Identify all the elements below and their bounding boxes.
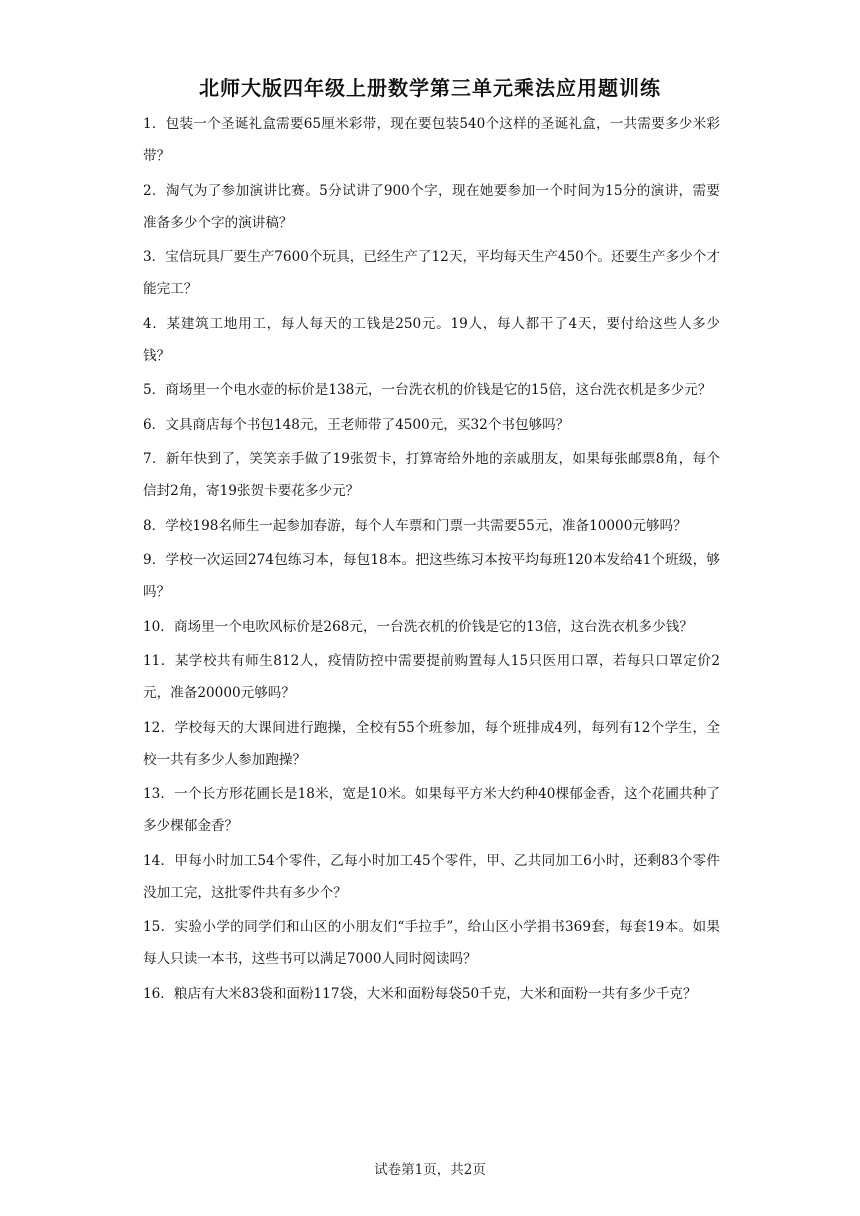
question-item: 2．淘气为了参加演讲比赛。5分试讲了900个字，现在她要参加一个时间为15分的演讲，需要准备多少个字的演讲稿？ (143, 182, 720, 231)
question-item: 9．学校一次运回274包练习本，每包18本。把这些练习本按平均每班120本发给41个班级，够吗？ (143, 552, 720, 600)
question-list (143, 108, 720, 1012)
question-item: 1．包装一个圣诞礼盒需要65厘米彩带，现在要包装540个这样的圣诞礼盒，一共需要多少米彩带？ (143, 116, 720, 164)
question-item: 16．粮店有大米83袋和面粉117袋，大米和面粉每袋50千克，大米和面粉一共有多少千克？ (143, 985, 697, 1002)
page-footer: 试卷第1页，共2页 (374, 1162, 486, 1178)
question-item: 5．商场里一个电水壶的标价是138元，一台洗衣机的价钱是它的15倍，这台洗衣机是多少元？ (143, 382, 712, 398)
question-item: 12．学校每天的大课间进行跑操，全校有55个班参加，每个班排成4列，每列有12个学生，全校一共有多少人参加跑操？ (143, 719, 720, 768)
question-item: 13．一个长方形花圃长是18米，宽是10米。如果每平方米大约种40棵郁金香，这个花圃共种了多少棵郁金香？ (143, 786, 720, 834)
question-item: 11．某学校共有师生812人，疫情防控中需要提前购置每人15只医用口罩，若每只口罩定价2元，准备20000元够吗？ (143, 653, 720, 701)
question-item: 15．实验小学的同学们和山区的小朋友们“手拉手”，给山区小学捐书369套，每套19本。如果每人只读一本书，这些书可以满足7000人同时阅读吗？ (143, 919, 720, 967)
question-item: 6．文具商店每个书包148元，王老师带了4500元，买32个书包够吗？ (143, 416, 570, 433)
question-item: 3．宝信玩具厂要生产7600个玩具，已经生产了12天，平均每天生产450个。还要生产多少个才能完工？ (143, 249, 720, 297)
question-item: 10．商场里一个电吹风标价是268元，一台洗衣机的价钱是它的13倍，这台洗衣机多少钱？ (143, 618, 693, 635)
question-item: 14．甲每小时加工54个零件，乙每小时加工45个零件，甲、乙共同加工6小时，还剩83个零件没加工完，这批零件共有多少个？ (143, 852, 720, 901)
question-item: 7．新年快到了，笑笑亲手做了19张贺卡，打算寄给外地的亲戚朋友，如果每张邮票8角，每个信封2角，寄19张贺卡要花多少元？ (143, 451, 720, 499)
document-title: 北师大版四年级上册数学第三单元乘法应用题训练 (199, 76, 661, 100)
question-item: 4．某建筑工地用工，每人每天的工钱是250元。19人，每人都干了4天，要付给这些人多少钱？ (143, 315, 720, 364)
question-item: 8．学校198名师生一起参加春游，每个人车票和门票一共需要55元，准备10000元够吗？ (143, 517, 687, 534)
